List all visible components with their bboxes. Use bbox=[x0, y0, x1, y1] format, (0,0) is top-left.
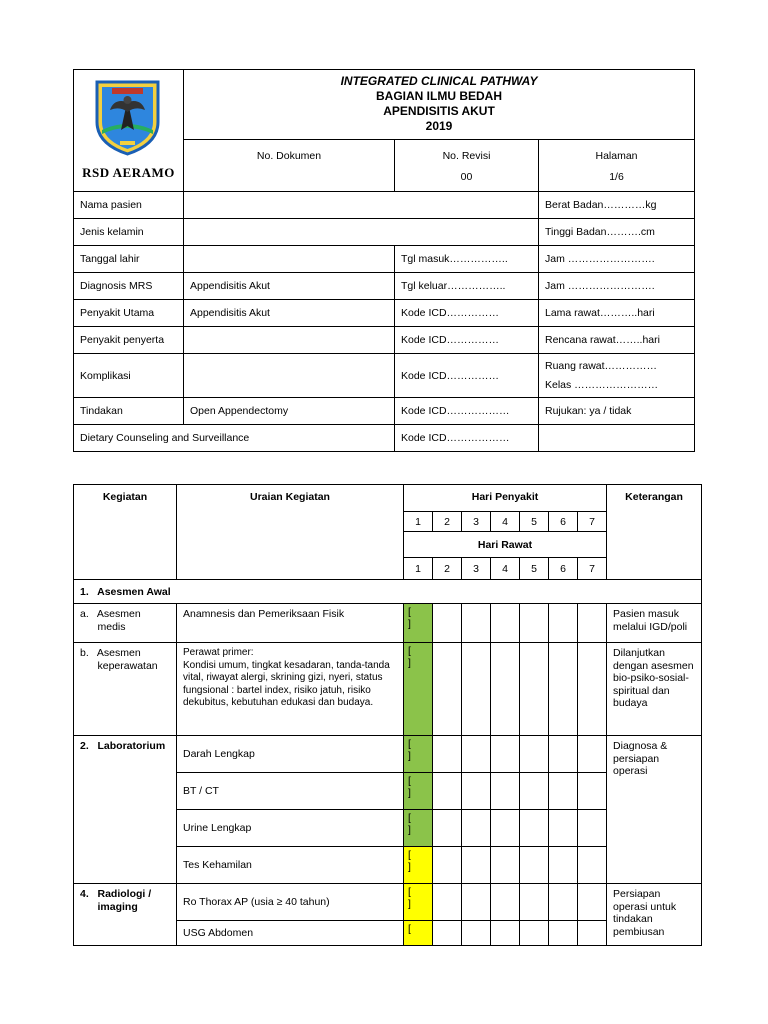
day-cell[interactable] bbox=[433, 736, 462, 773]
checkbox-cell[interactable]: [ ] bbox=[404, 773, 433, 810]
doc-number-cell bbox=[184, 140, 395, 192]
procedure-value: Open Appendectomy bbox=[184, 398, 395, 425]
nursing-assessment-notes: Dilanjutkan dengan asesmen bio-psiko-sosial-spiritual dan budaya bbox=[607, 643, 702, 736]
day-cell[interactable] bbox=[433, 884, 462, 921]
day-cell[interactable] bbox=[491, 921, 520, 946]
discharge-time-field[interactable]: Jam ……………………. bbox=[539, 273, 695, 300]
length-of-stay-field[interactable]: Lama rawat………..hari bbox=[539, 300, 695, 327]
title-line-1: INTEGRATED CLINICAL PATHWAY bbox=[340, 74, 538, 88]
day-cell[interactable] bbox=[549, 773, 578, 810]
nursing-assessment-label: b. Asesmen keperawatan bbox=[74, 643, 177, 736]
patient-name-value[interactable] bbox=[184, 192, 539, 219]
day-cell[interactable] bbox=[520, 643, 549, 736]
day-number: 1 bbox=[404, 512, 433, 532]
day-number: 6 bbox=[549, 558, 578, 580]
checkbox-cell[interactable]: [ ] bbox=[404, 847, 433, 884]
col-header-care-day: Hari Rawat bbox=[404, 532, 607, 558]
main-disease-value: Appendisitis Akut bbox=[184, 300, 395, 327]
comorbidity-value[interactable] bbox=[184, 327, 395, 354]
main-disease-label: Penyakit Utama bbox=[74, 300, 184, 327]
day-cell[interactable] bbox=[491, 847, 520, 884]
ward-class-cell[interactable] bbox=[539, 354, 695, 398]
day-cell[interactable] bbox=[433, 921, 462, 946]
weight-field[interactable]: Berat Badan…………kg bbox=[539, 192, 695, 219]
col-header-description: Uraian Kegiatan bbox=[177, 485, 404, 580]
day-number: 3 bbox=[462, 512, 491, 532]
day-cell[interactable] bbox=[549, 736, 578, 773]
day-cell[interactable] bbox=[462, 921, 491, 946]
day-cell[interactable] bbox=[549, 884, 578, 921]
radiology-notes: Persiapan operasi untuk tindakan pembiusan bbox=[607, 884, 702, 946]
title-line-3: APENDISITIS AKUT bbox=[383, 104, 495, 118]
day-cell[interactable] bbox=[578, 643, 607, 736]
discharge-date-field[interactable]: Tgl keluar…………….. bbox=[395, 273, 539, 300]
day-cell[interactable] bbox=[578, 736, 607, 773]
day-cell[interactable] bbox=[462, 736, 491, 773]
day-number: 7 bbox=[578, 558, 607, 580]
day-cell[interactable] bbox=[520, 773, 549, 810]
day-cell[interactable] bbox=[520, 810, 549, 847]
col-header-sick-day: Hari Penyakit bbox=[404, 485, 607, 512]
day-cell[interactable] bbox=[491, 604, 520, 643]
day-cell[interactable] bbox=[549, 810, 578, 847]
day-cell[interactable] bbox=[578, 884, 607, 921]
empty-cell bbox=[539, 425, 695, 452]
section-laboratory: 2. Laboratorium bbox=[74, 736, 177, 884]
day-cell[interactable] bbox=[520, 921, 549, 946]
day-cell[interactable] bbox=[462, 773, 491, 810]
day-cell[interactable] bbox=[578, 773, 607, 810]
comorbidity-label: Penyakit penyerta bbox=[74, 327, 184, 354]
birthdate-value[interactable] bbox=[184, 246, 395, 273]
day-cell[interactable] bbox=[433, 643, 462, 736]
medical-assessment-label: a. Asesmen medis bbox=[74, 604, 177, 643]
medical-assessment-desc: Anamnesis dan Pemeriksaan Fisik bbox=[177, 604, 404, 643]
birthdate-label: Tanggal lahir bbox=[74, 246, 184, 273]
procedure-label: Tindakan bbox=[74, 398, 184, 425]
day-cell[interactable] bbox=[520, 604, 549, 643]
planned-stay-field[interactable]: Rencana rawat……..hari bbox=[539, 327, 695, 354]
day-number: 4 bbox=[491, 512, 520, 532]
pathway-activity-table bbox=[73, 484, 702, 946]
lab-item: BT / CT bbox=[177, 773, 404, 810]
col-header-activity: Kegiatan bbox=[74, 485, 177, 580]
day-cell[interactable] bbox=[549, 643, 578, 736]
col-header-notes: Keterangan bbox=[607, 485, 702, 580]
day-number: 5 bbox=[520, 558, 549, 580]
day-cell[interactable] bbox=[578, 847, 607, 884]
checkbox-cell[interactable]: [ bbox=[404, 921, 433, 946]
laboratory-notes: Diagnosa & persiapan operasi bbox=[607, 736, 702, 884]
day-number: 3 bbox=[462, 558, 491, 580]
day-number: 4 bbox=[491, 558, 520, 580]
lab-item: Darah Lengkap bbox=[177, 736, 404, 773]
diagnosis-label: Diagnosis MRS bbox=[74, 273, 184, 300]
day-cell[interactable] bbox=[578, 921, 607, 946]
day-cell[interactable] bbox=[433, 847, 462, 884]
day-cell[interactable] bbox=[462, 847, 491, 884]
gender-value[interactable] bbox=[184, 219, 539, 246]
diagnosis-value: Appendisitis Akut bbox=[184, 273, 395, 300]
medical-assessment-notes: Pasien masuk melalui IGD/poli bbox=[607, 604, 702, 643]
day-cell[interactable] bbox=[491, 810, 520, 847]
dietary-label: Dietary Counseling and Surveillance bbox=[74, 425, 395, 452]
checkbox-cell[interactable]: [ ] bbox=[404, 884, 433, 921]
patient-name-label: Nama pasien bbox=[74, 192, 184, 219]
day-cell[interactable] bbox=[462, 810, 491, 847]
icd-code-field[interactable]: Kode ICD……………… bbox=[395, 425, 539, 452]
page-label: Halaman bbox=[595, 150, 638, 162]
nursing-assessment-desc: Perawat primer: Kondisi umum, tingkat kesadaran, tanda-tanda vital, riwayat alergi, skrining gizi, nyeri, status fungsional : bartel index, risiko jatuh, risiko dekubitus, kebutuhan edukasi dan budaya. bbox=[177, 643, 404, 736]
day-number: 2 bbox=[433, 558, 462, 580]
hospital-logo-icon bbox=[94, 78, 161, 156]
doc-number-label: No. Dokumen bbox=[256, 150, 322, 162]
day-cell[interactable] bbox=[520, 847, 549, 884]
revision-cell bbox=[395, 140, 539, 192]
gender-label: Jenis kelamin bbox=[74, 219, 184, 246]
day-number: 2 bbox=[433, 512, 462, 532]
page-cell bbox=[539, 140, 695, 192]
pathway-header-table bbox=[73, 69, 695, 452]
checkbox-cell[interactable]: [ ] bbox=[404, 736, 433, 773]
day-cell[interactable] bbox=[491, 884, 520, 921]
icd-code-field[interactable]: Kode ICD…………… bbox=[395, 327, 539, 354]
logo-cell bbox=[74, 70, 184, 192]
icd-code-field[interactable]: Kode ICD……………… bbox=[395, 398, 539, 425]
document-title bbox=[184, 70, 695, 140]
day-cell[interactable] bbox=[491, 643, 520, 736]
day-number: 1 bbox=[404, 558, 433, 580]
radiology-item: Ro Thorax AP (usia ≥ 40 tahun) bbox=[177, 884, 404, 921]
admission-time-field[interactable]: Jam ……………………. bbox=[539, 246, 695, 273]
checkbox-cell[interactable]: [ ] bbox=[404, 604, 433, 643]
revision-value: 00 bbox=[460, 171, 473, 183]
day-cell[interactable] bbox=[491, 736, 520, 773]
page-value: 1/6 bbox=[609, 171, 624, 183]
section-initial-assessment: 1. Asesmen Awal bbox=[74, 580, 702, 604]
day-cell[interactable] bbox=[549, 604, 578, 643]
section-radiology: 4. Radiologi / imaging bbox=[74, 884, 177, 946]
height-field[interactable]: Tinggi Badan……….cm bbox=[539, 219, 695, 246]
day-cell[interactable] bbox=[462, 884, 491, 921]
checkbox-cell[interactable]: [ ] bbox=[404, 810, 433, 847]
day-number: 6 bbox=[549, 512, 578, 532]
day-cell[interactable] bbox=[520, 736, 549, 773]
day-cell[interactable] bbox=[549, 921, 578, 946]
day-cell[interactable] bbox=[578, 810, 607, 847]
icd-code-field[interactable]: Kode ICD…………… bbox=[395, 300, 539, 327]
complication-label: Komplikasi bbox=[74, 354, 184, 398]
day-cell[interactable] bbox=[433, 604, 462, 643]
hospital-name: RSD AERAMO bbox=[82, 165, 175, 180]
icd-code-field[interactable]: Kode ICD…………… bbox=[395, 354, 539, 398]
class-field[interactable]: Kelas …………………… bbox=[545, 379, 659, 391]
day-cell[interactable] bbox=[491, 773, 520, 810]
day-cell[interactable] bbox=[462, 604, 491, 643]
title-line-2: BAGIAN ILMU BEDAH bbox=[376, 89, 503, 103]
day-cell[interactable] bbox=[433, 810, 462, 847]
admission-date-field[interactable]: Tgl masuk…………….. bbox=[395, 246, 539, 273]
day-cell[interactable] bbox=[433, 773, 462, 810]
lab-item: Urine Lengkap bbox=[177, 810, 404, 847]
ward-field[interactable]: Ruang rawat…………… bbox=[545, 359, 658, 372]
day-cell[interactable] bbox=[578, 604, 607, 643]
complication-value[interactable] bbox=[184, 354, 395, 398]
radiology-item: USG Abdomen bbox=[177, 921, 404, 946]
day-cell[interactable] bbox=[462, 643, 491, 736]
checkbox-cell[interactable]: [ ] bbox=[404, 643, 433, 736]
day-number: 7 bbox=[578, 512, 607, 532]
day-cell[interactable] bbox=[549, 847, 578, 884]
day-cell[interactable] bbox=[520, 884, 549, 921]
day-number: 5 bbox=[520, 512, 549, 532]
revision-label: No. Revisi bbox=[442, 150, 491, 162]
title-line-4: 2019 bbox=[425, 119, 453, 133]
lab-item: Tes Kehamilan bbox=[177, 847, 404, 884]
referral-field[interactable]: Rujukan: ya / tidak bbox=[539, 398, 695, 425]
